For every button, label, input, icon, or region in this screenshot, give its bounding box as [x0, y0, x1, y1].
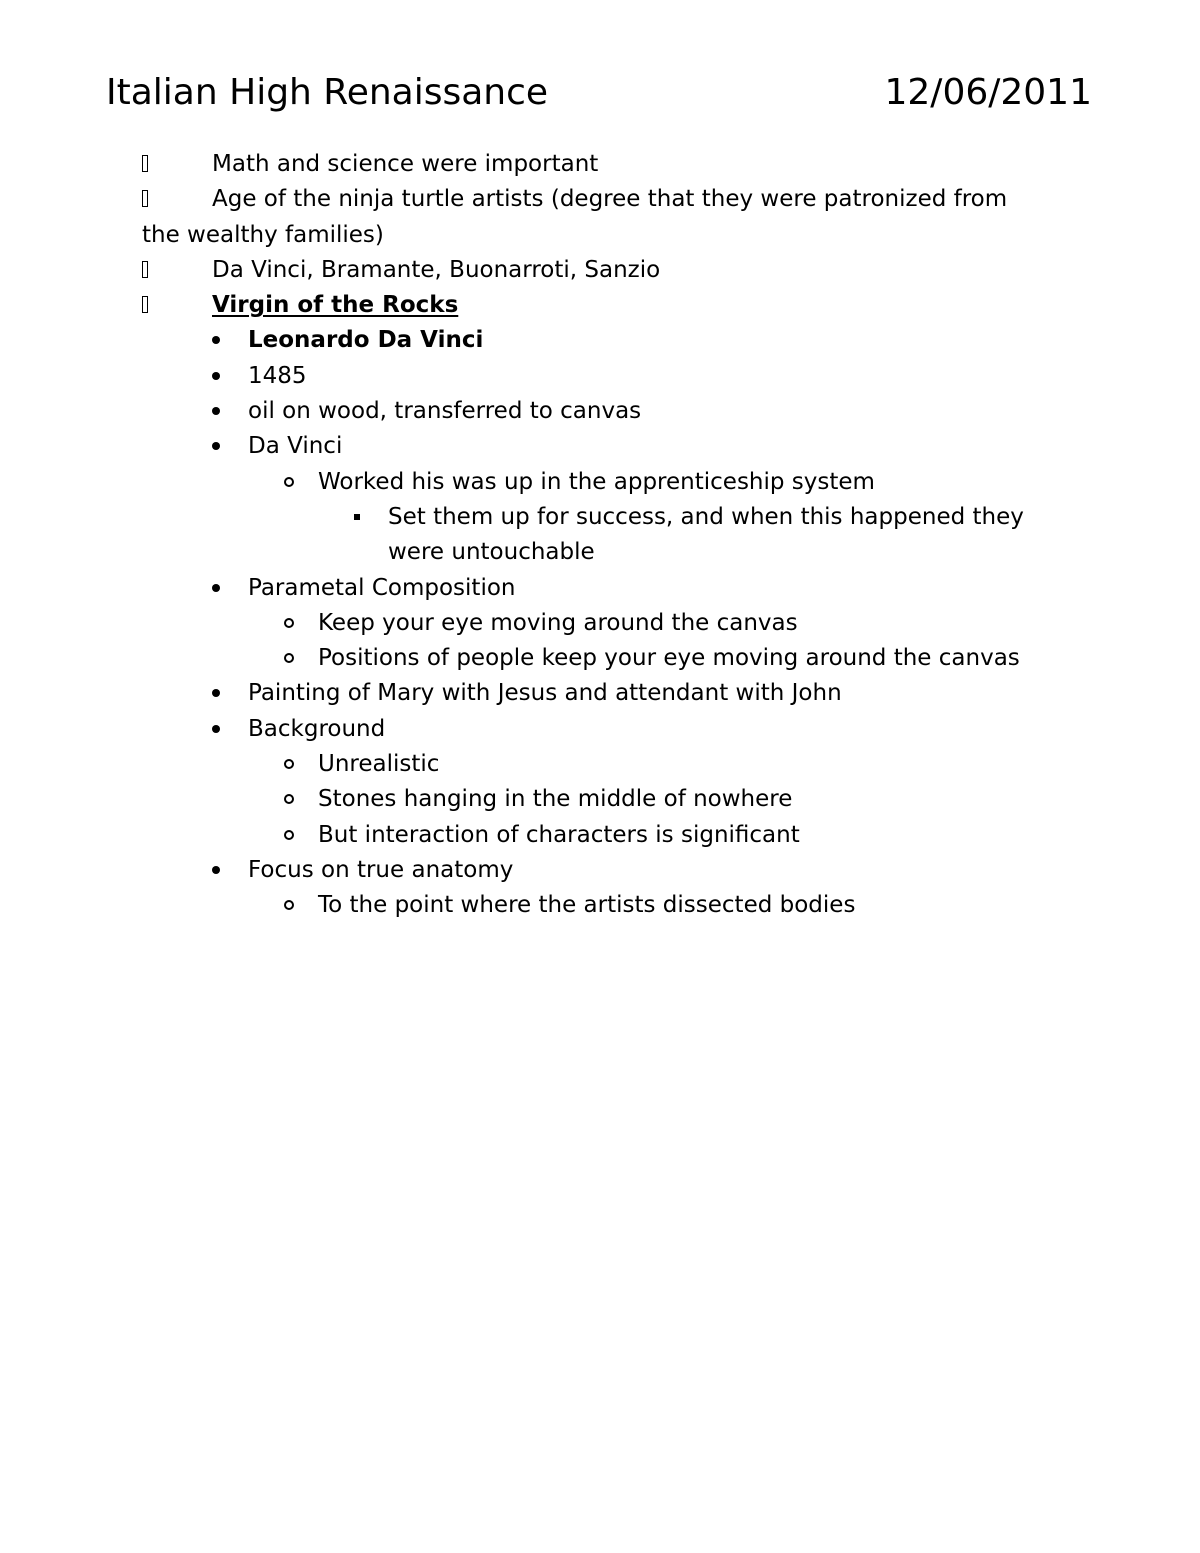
- sub-sub-list-item-text: Set them up for success, and when this happened they were untouchable: [388, 503, 1024, 566]
- circle-bullet-icon: [284, 477, 294, 487]
- outline-item-text: Math and science were important: [212, 151, 599, 177]
- circle-bullet-icon: [284, 759, 294, 769]
- artwork-year: 1485: [248, 362, 307, 389]
- page-header: [106, 68, 1092, 118]
- artwork-medium: oil on wood, transferred to canvas: [248, 398, 642, 425]
- outline-item: [0, 253, 1200, 288]
- list-item: [0, 571, 1200, 606]
- missing-glyph-bullet-icon: [142, 155, 148, 172]
- outline-item-text: Age of the ninja turtle artists (degree that they were patronized from the wealthy families): [142, 186, 1008, 248]
- outline-item: [0, 182, 1200, 253]
- list-item: [0, 712, 1200, 747]
- sub-list-item: [0, 818, 1200, 853]
- outline-item-text: Da Vinci, Bramante, Buonarroti, Sanzio: [212, 256, 661, 283]
- page-date: 12/06/2011: [884, 72, 1092, 113]
- disc-bullet-icon: [212, 725, 220, 733]
- missing-glyph-bullet-icon: [142, 261, 148, 278]
- disc-bullet-icon: [212, 866, 220, 874]
- list-item: [0, 323, 1200, 358]
- list-item: [0, 359, 1200, 394]
- disc-bullet-icon: [212, 584, 220, 592]
- list-item: [0, 394, 1200, 429]
- list-item-text: Da Vinci: [248, 433, 343, 460]
- missing-glyph-bullet-icon: [142, 190, 148, 207]
- notes-outline: [0, 147, 1200, 924]
- sub-list-item-text: Unrealistic: [318, 751, 440, 778]
- sub-list-item: [0, 782, 1200, 817]
- sub-list-item: [0, 641, 1200, 676]
- list-item-text: Focus on true anatomy: [248, 856, 514, 883]
- sub-list-item-text: Keep your eye moving around the canvas: [318, 609, 798, 636]
- list-item: [0, 429, 1200, 464]
- sub-sub-list-item: [0, 500, 1200, 571]
- sub-list-item: [0, 465, 1200, 500]
- artwork-heading: Virgin of the Rocks: [212, 292, 459, 319]
- square-bullet-icon: [354, 514, 360, 520]
- list-item-text: Background: [248, 715, 386, 742]
- sub-list-item-text: To the point where the artists dissected bodies: [318, 892, 856, 919]
- missing-glyph-bullet-icon: [142, 296, 148, 313]
- list-item-text: Painting of Mary with Jesus and attendant with John: [248, 680, 842, 707]
- sub-list-item-text: Positions of people keep your eye moving around the canvas: [318, 645, 1020, 672]
- sub-list-item: [0, 888, 1200, 923]
- sub-list-item: [0, 747, 1200, 782]
- list-item: [0, 676, 1200, 711]
- page-title: Italian High Renaissance: [106, 72, 549, 113]
- sub-list-item: [0, 606, 1200, 641]
- list-item-text: Parametal Composition: [248, 574, 516, 601]
- sub-list-item-text: Worked his was up in the apprenticeship system: [318, 468, 875, 495]
- circle-bullet-icon: [284, 618, 294, 628]
- circle-bullet-icon: [284, 830, 294, 840]
- outline-item: [0, 288, 1200, 323]
- artist-name: Leonardo Da Vinci: [248, 327, 484, 354]
- sub-list-item-text: But interaction of characters is significant: [318, 821, 800, 848]
- disc-bullet-icon: [212, 372, 220, 380]
- sub-list-item-text: Stones hanging in the middle of nowhere: [318, 786, 793, 813]
- outline-item: [0, 147, 1200, 182]
- list-item: [0, 853, 1200, 888]
